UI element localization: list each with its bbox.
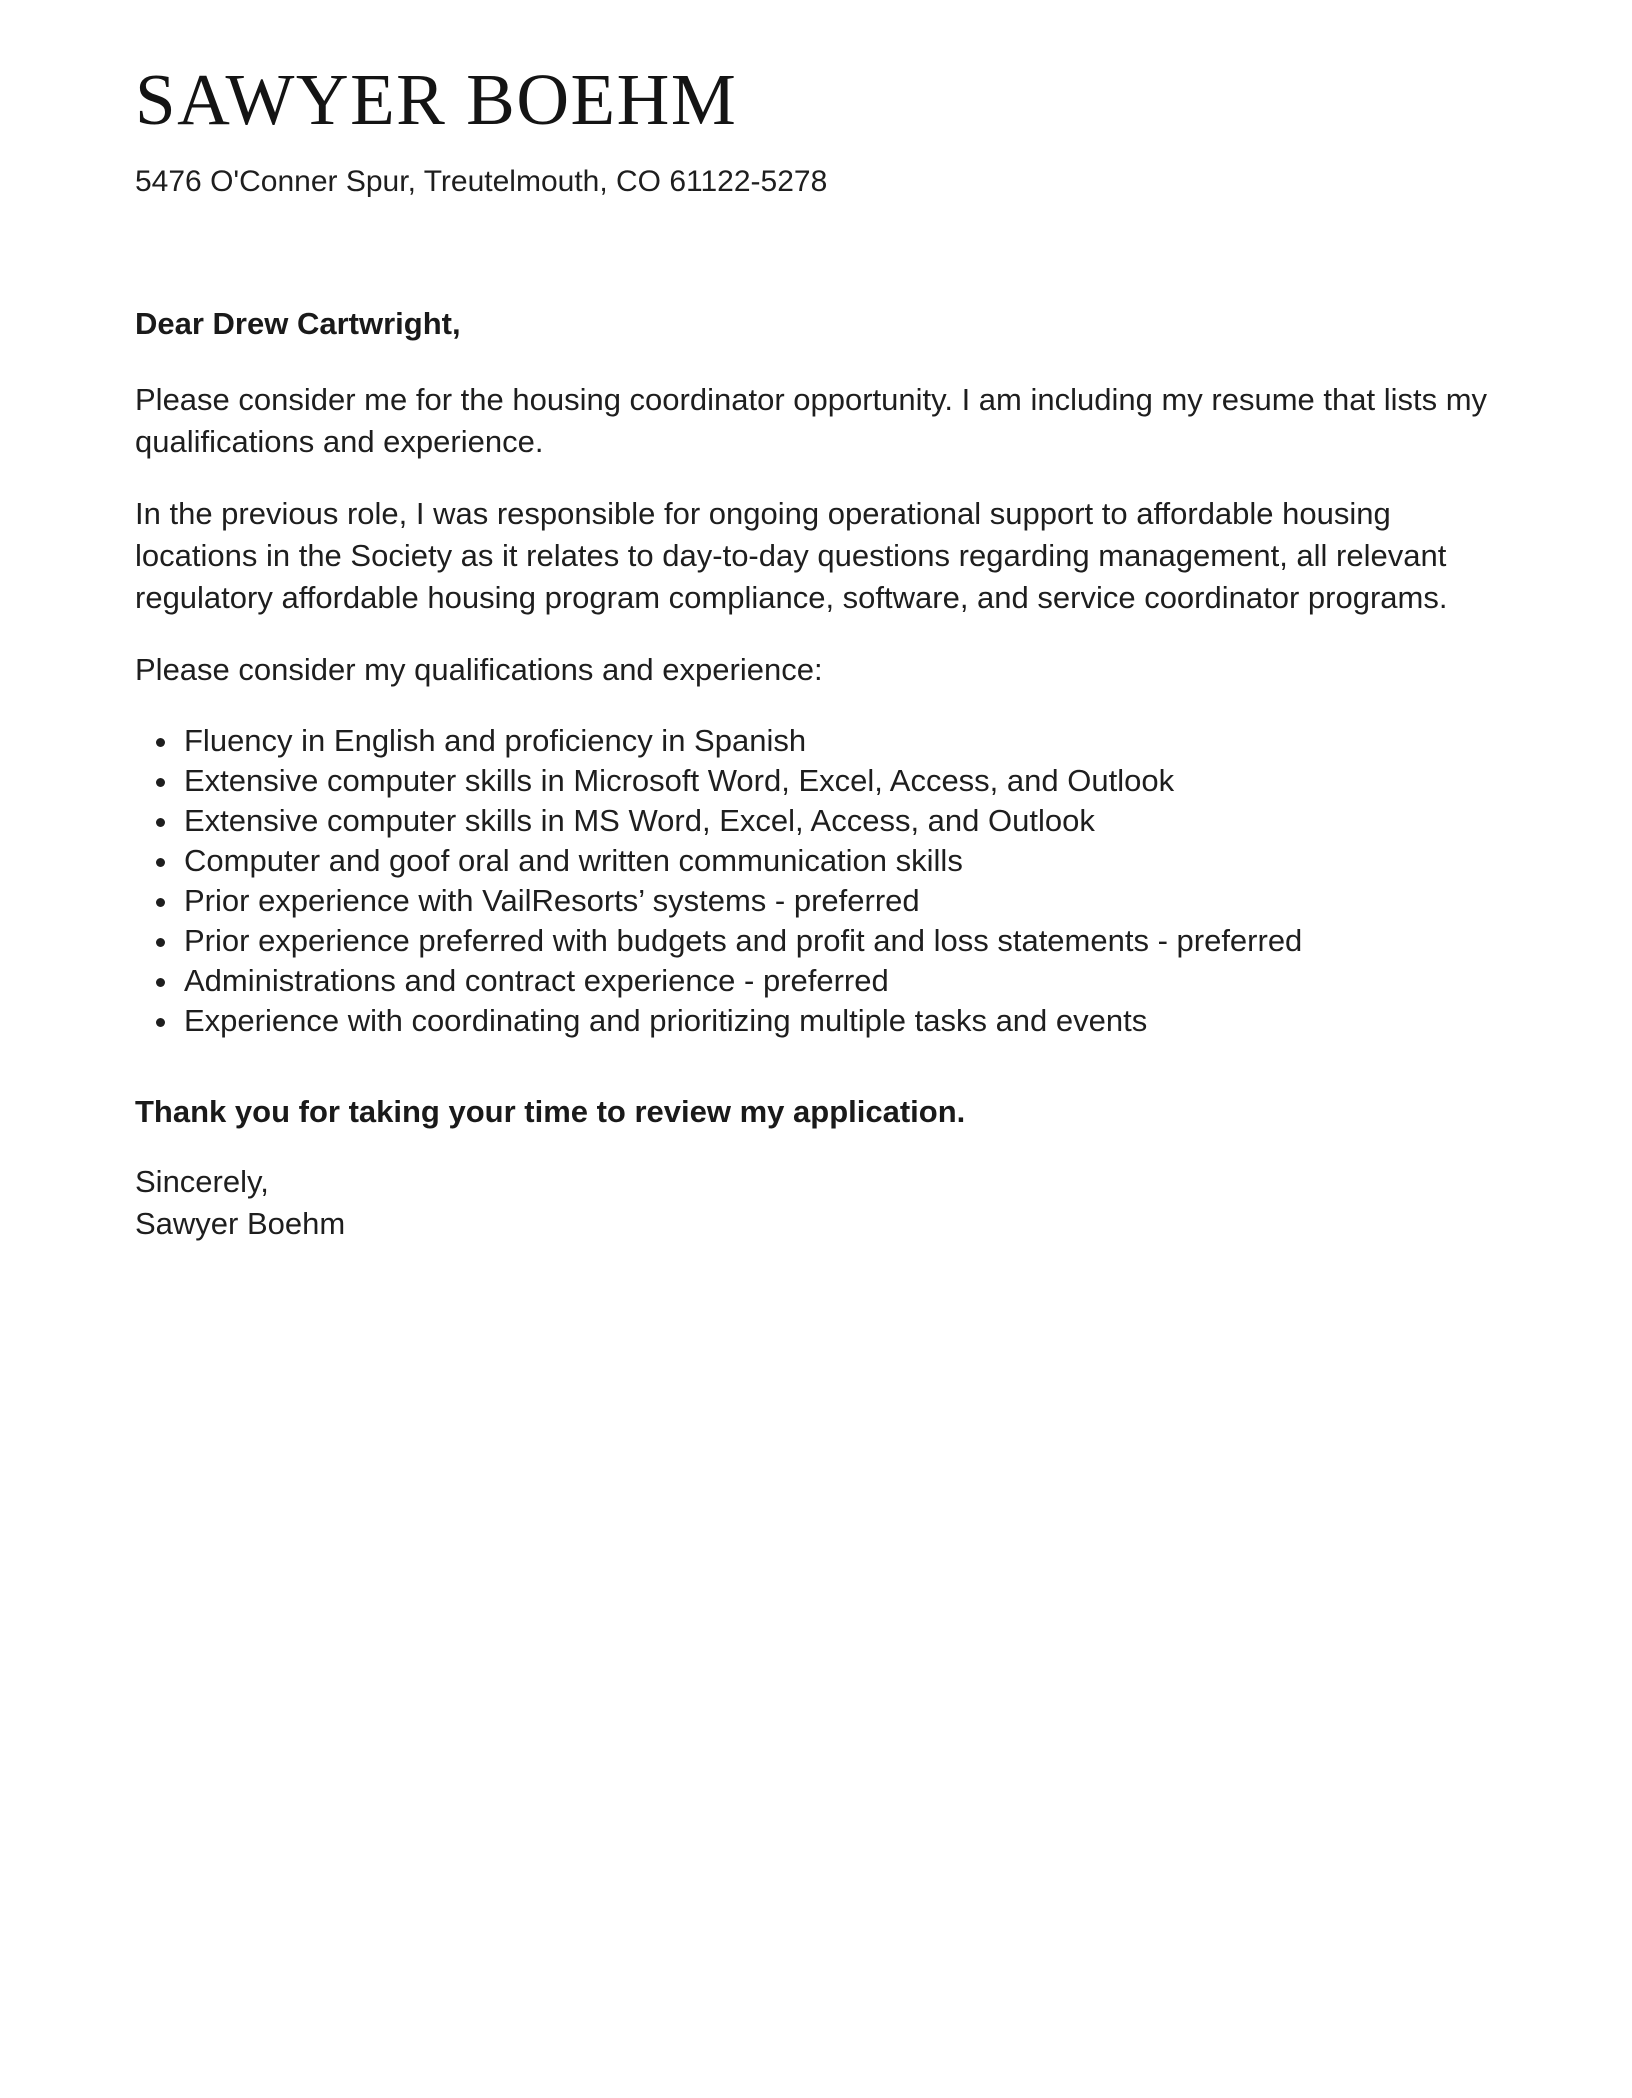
signature-name: Sawyer Boehm xyxy=(135,1205,346,1241)
applicant-name-heading: SAWYER BOEHM xyxy=(135,59,738,140)
signoff-block xyxy=(135,1161,1495,1245)
signoff: Sincerely, xyxy=(135,1163,269,1199)
qualification-item: • Extensive computer skills in Microsoft Word, Excel, Access, and Outlook xyxy=(181,761,1495,801)
qualification-item: • Fluency in English and proficiency in Spanish xyxy=(181,721,1495,761)
qualification-item: • Computer and goof oral and written communication skills xyxy=(181,841,1495,881)
applicant-address: 5476 O'Conner Spur, Treutelmouth, CO 61122-5278 xyxy=(135,164,828,198)
qualification-item: • Prior experience with VailResorts’ systems - preferred xyxy=(181,881,1495,921)
qualification-item: • Prior experience preferred with budgets and profit and loss statements - preferred xyxy=(181,921,1495,961)
qualification-item: • Experience with coordinating and prioritizing multiple tasks and events xyxy=(181,1001,1495,1041)
qualification-item: • Administrations and contract experience - preferred xyxy=(181,961,1495,1001)
experience-paragraph: In the previous role, I was responsible for ongoing operational support to affordable housing locations in the Society as it relates to day-to-day questions regarding management, all relevant regulatory affordable housing program compliance, software, and service coordinator programs. xyxy=(135,495,1448,615)
intro-paragraph: Please consider me for the housing coordinator opportunity. I am including my resume that lists my qualifications and experience. xyxy=(135,381,1488,459)
closing-thanks: Thank you for taking your time to review my application. xyxy=(135,1093,966,1129)
salutation: Dear Drew Cartwright, xyxy=(135,305,461,341)
qualifications-intro: Please consider my qualifications and experience: xyxy=(135,651,823,687)
qualifications-list xyxy=(135,721,1495,1041)
qualification-item: • Extensive computer skills in MS Word, Excel, Access, and Outlook xyxy=(181,801,1495,841)
